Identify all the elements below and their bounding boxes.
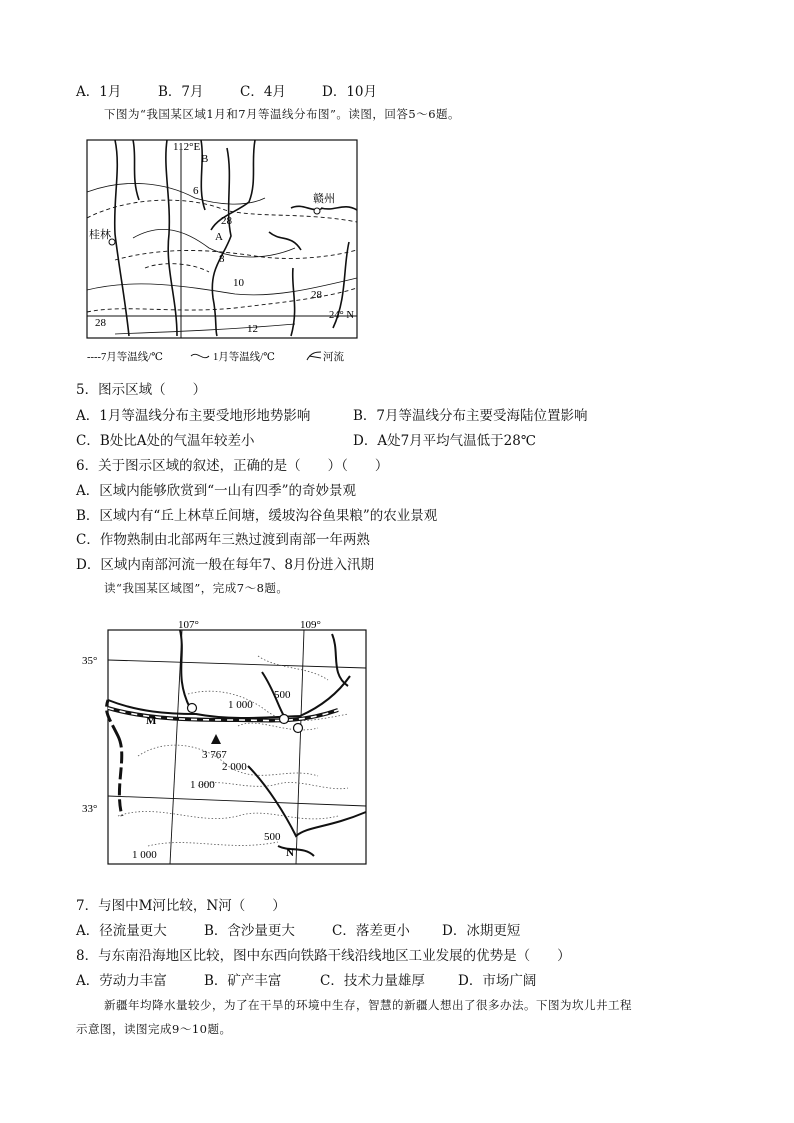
contour-500-a: 500 [274, 689, 291, 701]
intro-5-6: 下图为“我国某区域1月和7月等温线分布图”。读图，回答5～6题。 [104, 107, 461, 121]
q7-option-c: C．落差更小 [332, 923, 410, 939]
intro-9-10-line1: 新疆年均降水量较少，为了在干旱的环境中生存，智慧的新疆人想出了很多办法。下图为坎儿井工程 [104, 998, 632, 1012]
peak-triangle [211, 734, 221, 744]
lat-33-label: 33° [82, 803, 98, 815]
isotherm-28-a: 28 [221, 215, 232, 227]
q8-option-a: A．劳动力丰富 [76, 973, 167, 989]
legend-january-symbol [191, 354, 209, 357]
q5-option-c: C．B处比A处的气温年较差小 [76, 433, 255, 449]
isotherm-12: 12 [247, 323, 258, 335]
isotherm-10: 10 [233, 277, 244, 289]
q4-options [76, 80, 377, 100]
graticule [108, 630, 366, 864]
contour-1000-b: 1 000 [190, 779, 215, 791]
q5-stem: 5．图示区域（ ） [76, 382, 207, 398]
q7-stem: 7．与图中M河比较，N河（ ） [76, 898, 286, 914]
parallel-label: 24° N [329, 310, 354, 321]
q5-option-d: D．A处7月平均气温低于28℃ [353, 433, 536, 449]
contours [118, 656, 348, 846]
contour-1000-a: 1 000 [228, 699, 253, 711]
city-marker-2 [280, 715, 289, 724]
q7-option-b: B．含沙量更大 [204, 923, 295, 939]
boundary [106, 700, 122, 816]
q7-option-a: A．径流量更大 [76, 923, 167, 939]
q8-option-b: B．矿产丰富 [204, 973, 282, 989]
q4-option-d: D．10月 [322, 84, 378, 100]
city-marker-3 [294, 724, 303, 733]
city-marker-1 [188, 704, 197, 713]
map2-frame [108, 630, 366, 864]
q6-option-a: A．区域内能够欣赏到“一山有四季”的奇妙景观 [76, 483, 357, 499]
guilin-label: 桂林 [89, 229, 111, 241]
intro-9-10-line2: 示意图，读图完成9～10题。 [76, 1022, 232, 1036]
point-a-label: A [215, 231, 223, 243]
q4-option-c: C．4月 [240, 84, 286, 100]
q8-options [76, 969, 536, 989]
legend-river: 河流 [323, 352, 344, 363]
q6-stem: 6．关于图示区域的叙述，正确的是（ ）（ ） [76, 458, 389, 474]
legend-july: ----7月等温线/℃ [87, 352, 163, 363]
q8-option-d: D．市场广阔 [458, 973, 537, 989]
rivers [115, 140, 357, 336]
q5-option-b: B．7月等温线分布主要受海陆位置影响 [353, 408, 588, 424]
lon-109-label: 109° [300, 619, 321, 631]
meridian-label: 112°E [173, 141, 201, 153]
q5-option-a: A．1月等温线分布主要受地形地势影响 [76, 408, 311, 424]
q7-option-d: D．冰期更短 [442, 923, 521, 939]
q7-options [76, 919, 520, 939]
river-n-label: N [286, 847, 294, 859]
intro-7-8: 读“我国某区域图”，完成7～8题。 [104, 581, 289, 595]
lat-35-label: 35° [82, 655, 98, 667]
legend-january: 1月等温线/℃ [213, 352, 275, 363]
q8-option-c: C．技术力量雄厚 [320, 973, 425, 989]
ganzhou-marker [314, 208, 320, 214]
ganzhou-label: 赣州 [313, 193, 335, 205]
contour-2000: 2 000 [222, 761, 247, 773]
legend-river-symbol [307, 352, 321, 360]
isotherm-6: 6 [193, 185, 199, 197]
lon-107-label: 107° [178, 619, 199, 631]
contour-1000-c: 1 000 [132, 849, 157, 861]
river-m-label: M [146, 715, 157, 727]
q4-option-b: B．7月 [158, 84, 204, 100]
q6-option-c: C．作物熟制由北部两年三熟过渡到南部一年两熟 [76, 532, 370, 548]
q6-option-b: B．区域内有“丘上林草丘间塘，缓坡沟谷鱼果粮”的农业景观 [76, 508, 438, 524]
point-b-label: B [201, 153, 209, 165]
q6-option-d: D．区域内南部河流一般在每年7、8月份进入汛期 [76, 557, 375, 573]
isotherm-28-c: 28 [95, 317, 106, 329]
region-map [78, 616, 378, 866]
isotherm-28-b: 28 [311, 289, 322, 301]
peak-label: 3 767 [202, 749, 227, 761]
isotherm-8: 8 [219, 253, 225, 265]
isotherm-map [85, 138, 365, 366]
contour-500-b: 500 [264, 831, 281, 843]
q4-option-a: A．1月 [76, 84, 122, 100]
q8-stem: 8．与东南沿海地区比较，图中东西向铁路干线沿线地区工业发展的优势是（ ） [76, 948, 571, 964]
